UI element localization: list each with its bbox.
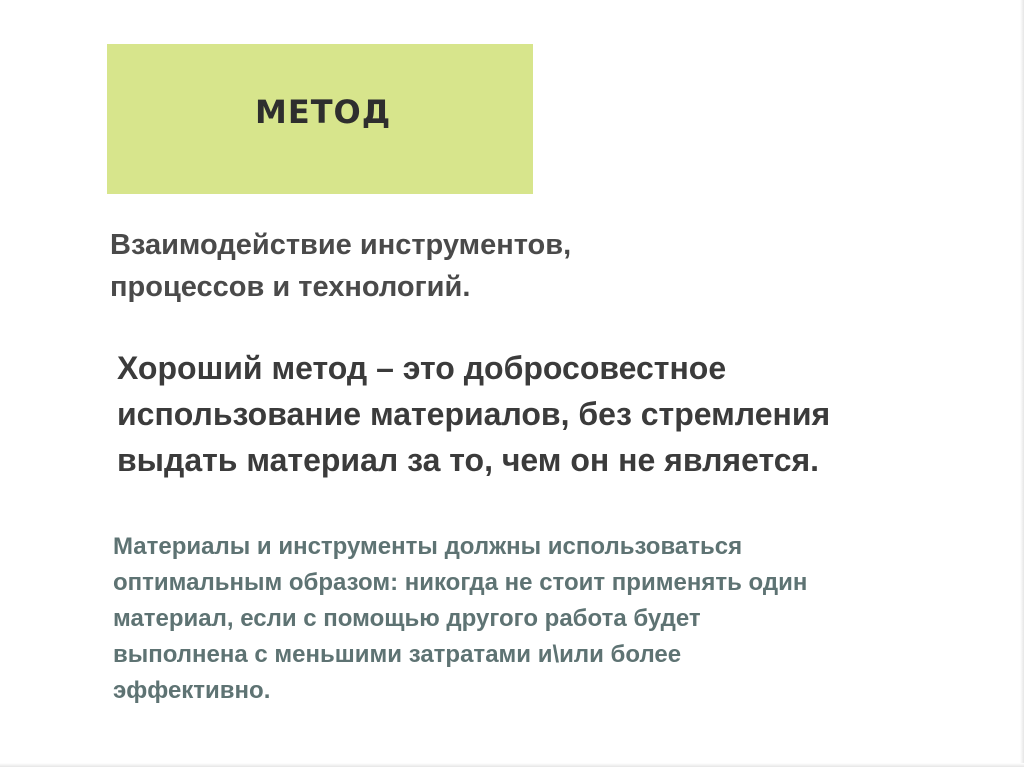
good-method-line: Хороший метод – это добросовестное [117,350,727,386]
definition-line: процессов и технологий. [110,271,471,303]
note-line: оптимальным образом: никогда не стоит применять один [113,569,808,596]
title-box [107,44,533,194]
note-line: выполнена с меньшими затратами и\или более [113,641,682,668]
note-line: эффективно. [113,677,271,704]
good-method-line: выдать материал за то, чем он не является. [117,442,820,478]
note-line: материал, если с помощью другого работа будет [113,605,701,632]
slide-edge-shadow-bottom [0,763,1024,767]
definition-line: Взаимодействие инструментов, [110,229,572,261]
note-line: Материалы и инструменты должны использоваться [113,533,743,560]
materials-note [113,529,913,709]
slide-edge-shadow-right [1020,0,1024,767]
good-method-line: использование материалов, без стремления [117,396,831,432]
good-method-text [117,345,917,483]
definition-text [110,224,710,308]
slide-title: МЕТОД [255,93,392,131]
